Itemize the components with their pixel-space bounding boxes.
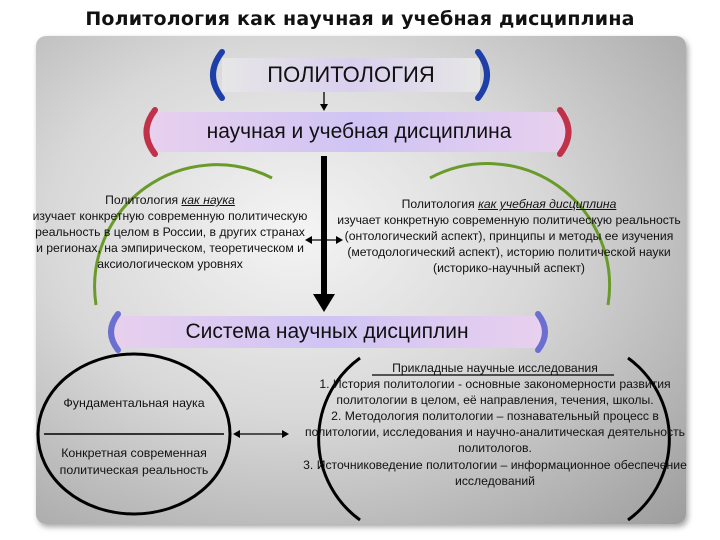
left-prefix: Политология <box>105 193 182 207</box>
left-emphasis: как наука <box>181 193 235 207</box>
left-blue-bracket <box>213 52 222 98</box>
arrow-top-head <box>320 104 328 111</box>
applied-item-2: 2. Методология политологии – познавательный процесс в политологии, исследования и научно-аналитическая деятельность политологов. <box>304 409 686 456</box>
right-description <box>336 196 682 276</box>
left-red-bracket <box>147 110 156 154</box>
right-red-bracket <box>560 110 569 154</box>
double-arrow-left-head <box>233 430 240 438</box>
right-system-bracket <box>538 314 545 350</box>
banner-system: Система научных дисциплин <box>112 316 542 348</box>
applied-heading: Прикладные научные исследования <box>392 361 598 375</box>
right-blue-bracket <box>478 52 487 98</box>
left-description <box>32 192 308 272</box>
central-arrow-head <box>313 294 335 312</box>
right-emphasis: как учебная дисциплина <box>478 197 617 211</box>
right-rest: изучает конкретную современную политическую реальность (онтологический аспект), принципы и методы ее изучения (методологический аспект), историю политической науки (историко-научный аспект) <box>337 213 681 275</box>
banner-politology: ПОЛИТОЛОГИЯ <box>222 58 480 92</box>
fundamental-science: Фундаментальная наука <box>63 396 205 410</box>
applied-item-1: 1. История политологии - основные закономерности развития политологии в целом, её направления, течения, школы. <box>319 377 671 408</box>
page-title: Политология как научная и учебная дисциплина <box>85 8 635 30</box>
applied-item-3: 3. Источниковедение политологии – информационное обеспечение исследований <box>303 457 687 488</box>
banner-discipline: научная и учебная дисциплина <box>150 112 568 152</box>
right-prefix: Политология <box>401 197 479 211</box>
left-system-bracket <box>111 314 118 350</box>
left-rest: изучает конкретную современную политическую реальность в целом в России, в других странах и регионах, на эмпирическом, теоретическом и аксиологическом уровнях <box>32 209 308 271</box>
applied-research <box>296 360 694 489</box>
concrete-reality: Конкретная современная политическая реальность <box>59 446 209 477</box>
double-arrow-right-head <box>282 430 289 438</box>
